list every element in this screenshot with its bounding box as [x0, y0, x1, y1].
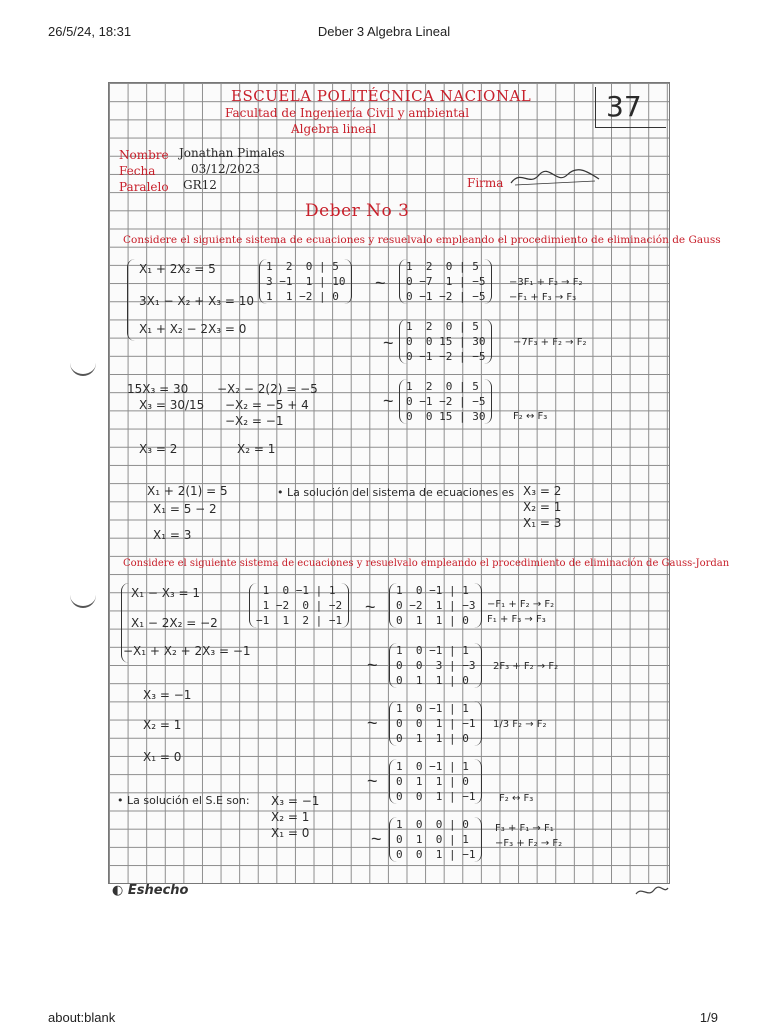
binder-ring-decoration	[70, 592, 96, 608]
school-name: ESCUELA POLITÉCNICA NACIONAL	[231, 87, 532, 105]
p2-matrix-5: 1 0 −1 | 1 0 1 1 | 0 0 0 1 | −1	[389, 759, 482, 804]
p2-row-operations-3: 2F₃ + F₂ → F₂	[493, 661, 559, 672]
p1-work-line: X₂ = 1	[237, 442, 276, 456]
p1-row-operations-4: F₂ ↔ F₃	[513, 411, 548, 422]
p2-matrix-6: 1 0 0 | 0 0 1 0 | 1 0 0 1 | −1	[389, 817, 482, 862]
p1-equation-1: X₁ + 2X₂ = 5	[139, 262, 216, 276]
p2-equation-1: X₁ − X₃ = 1	[131, 586, 201, 600]
equivalence-symbol: ~	[367, 655, 378, 675]
p2-row-operations-4: 1/3 F₂ → F₂	[493, 719, 547, 730]
brand-mark-icon	[634, 884, 670, 898]
p1-work-line: X₁ + 2(1) = 5	[147, 484, 228, 498]
date-label: Fecha	[119, 164, 156, 178]
p1-solution-x3: X₃ = 2	[523, 484, 562, 498]
group-value: GR12	[183, 178, 217, 192]
equivalence-symbol: ~	[375, 273, 386, 293]
document-title: Deber 3 Algebra Lineal	[317, 24, 451, 39]
p1-solution-text: • La solución del sistema de ecuaciones es	[277, 486, 515, 499]
p2-solution-x3: X₃ = −1	[271, 794, 320, 808]
p2-solution-label: La solución el S.E son:	[127, 794, 250, 807]
p1-matrix-2: 1 2 0 | 5 0 −7 1 | −5 0 −1 −2 | −5	[399, 259, 492, 304]
equivalence-symbol: ~	[383, 333, 394, 353]
page-url: about:blank	[48, 1010, 116, 1025]
name-value: Jonathan Pimales	[179, 146, 285, 160]
p1-matrix-4: 1 2 0 | 5 0 −1 −2 | −5 0 0 15 | 30	[399, 379, 492, 424]
problem-1-statement: Considere el siguiente sistema de ecuaciones y resuelvalo empleando el procedimiento de eliminación de Gauss	[123, 234, 721, 246]
p2-matrix-4: 1 0 −1 | 1 0 0 1 | −1 0 1 1 | 0	[389, 701, 482, 746]
name-label: Nombre	[119, 148, 169, 162]
p1-work-line: −X₂ = −5 + 4	[225, 398, 309, 412]
p2-matrix-2: 1 0 −1 | 1 0 −2 1 | −3 0 1 1 | 0	[389, 583, 482, 628]
p2-matrix-1: 1 0 −1 | 1 1 −2 0 | −2 −1 1 2 | −1	[249, 583, 349, 628]
p1-solution-x2: X₂ = 1	[523, 500, 562, 514]
signature-image	[507, 167, 603, 189]
p1-equation-2: 3X₁ − X₂ + X₃ = 10	[139, 294, 255, 308]
p1-work-line: −X₂ = −1	[225, 414, 284, 428]
signature-label: Firma	[467, 176, 504, 190]
equivalence-symbol: ~	[367, 713, 378, 733]
p1-work-line: −X₂ − 2(2) = −5	[217, 382, 318, 396]
p2-row-operations-5: F₂ ↔ F₃	[499, 793, 534, 804]
p1-row-operations-2: −3F₁ + F₂ → F₂ −F₁ + F₃ → F₃	[509, 277, 583, 303]
date-value: 03/12/2023	[191, 162, 261, 176]
p1-work-line: X₃ = 30/15	[139, 398, 205, 412]
p1-equation-3: X₁ + X₂ − 2X₃ = 0	[139, 322, 247, 336]
p1-matrix-1: 1 2 0 | 5 3 −1 1 | 10 1 1 −2 | 0	[259, 259, 352, 304]
p1-work-line: X₁ = 5 − 2	[153, 502, 217, 516]
equivalence-symbol: ~	[367, 771, 378, 791]
p2-work-line: X₂ = 1	[143, 718, 182, 732]
print-header	[0, 24, 768, 44]
print-date: 26/5/24, 18:31	[48, 24, 132, 39]
group-label: Paralelo	[119, 180, 169, 194]
p1-solution-label: La solución del sistema de ecuaciones es	[287, 486, 515, 499]
p2-solution-x2: X₂ = 1	[271, 810, 310, 824]
brand-name: Eshecho	[127, 883, 189, 898]
equivalence-symbol: ~	[383, 391, 394, 411]
grade-box	[595, 87, 666, 128]
brand-logo: ◐ Eshecho	[112, 883, 189, 898]
problem-2-statement: Considere el siguiente sistema de ecuaciones y resuelvalo empleando el procedimiento de eliminación de Gauss-Jordan	[123, 558, 730, 569]
equivalence-symbol: ~	[365, 597, 376, 617]
p1-work-line: X₃ = 2	[139, 442, 178, 456]
p2-row-operations-6: F₃ + F₁ → F₁ −F₃ + F₂ → F₂	[495, 823, 563, 849]
page-number: 1/9	[699, 1010, 718, 1025]
p2-solution-text: • La solución el S.E son:	[117, 794, 250, 807]
p2-row-operations-2: −F₁ + F₂ → F₂ F₁ + F₃ → F₃	[487, 599, 555, 625]
p1-work-line: X₁ = 3	[153, 528, 192, 542]
faculty-name: Facultad de Ingeniería Civil y ambiental	[225, 106, 470, 120]
homework-title: Deber No 3	[305, 201, 410, 221]
p1-solution-x1: X₁ = 3	[523, 516, 562, 530]
binder-ring-decoration	[70, 360, 96, 376]
notebook-sheet	[108, 82, 730, 884]
p1-row-operations-3: −7F₃ + F₂ → F₂	[513, 337, 587, 348]
subject-name: Algebra lineal	[291, 122, 377, 136]
grade-value: 37	[606, 90, 642, 123]
equivalence-symbol: ~	[371, 829, 382, 849]
p2-work-line: X₃ = −1	[143, 688, 192, 702]
p1-matrix-3: 1 2 0 | 5 0 0 15 | 30 0 −1 −2 | −5	[399, 319, 492, 364]
p2-equation-2: X₁ − 2X₂ = −2	[131, 616, 218, 630]
p2-solution-x1: X₁ = 0	[271, 826, 310, 840]
p1-work-line: 15X₃ = 30	[127, 382, 189, 396]
p2-matrix-3: 1 0 −1 | 1 0 0 3 | −3 0 1 1 | 0	[389, 643, 482, 688]
p2-equation-3: −X₁ + X₂ + 2X₃ = −1	[123, 644, 251, 658]
p2-work-line: X₁ = 0	[143, 750, 182, 764]
system-brace	[127, 259, 136, 341]
